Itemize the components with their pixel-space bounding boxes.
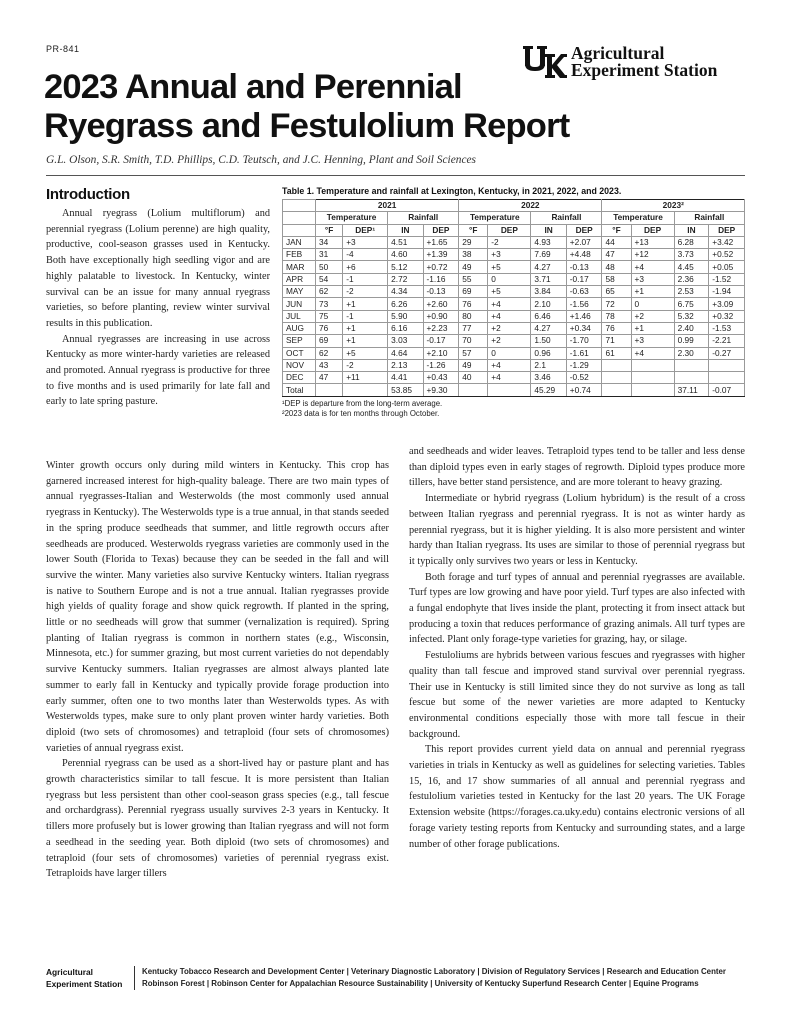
- table-cell: +5: [488, 261, 531, 273]
- table-cell: -1.53: [709, 322, 745, 334]
- table-row: [283, 322, 745, 334]
- table-cell: +3: [631, 273, 674, 285]
- table-cell: 5.90: [388, 310, 423, 322]
- table-cell: 4.34: [388, 286, 423, 298]
- table-cell: -0.27: [709, 347, 745, 359]
- table-cell: [631, 384, 674, 396]
- group-header: Rainfall: [531, 212, 602, 224]
- table-cell: -4: [343, 249, 388, 261]
- table-cell: +1.65: [423, 236, 459, 248]
- table-cell: [709, 359, 745, 371]
- table-cell: 4.45: [674, 261, 709, 273]
- table-cell: 78: [602, 310, 631, 322]
- table-corner: [283, 224, 316, 236]
- table-cell: +3.09: [709, 298, 745, 310]
- unit-header: °F: [459, 224, 488, 236]
- table-note: ¹DEP is departure from the long-term average.: [282, 398, 443, 408]
- paragraph-text: Festuloliums are hybrids between various fescues and ryegrasses with higher quality than tall fescue and improved stand survival over perennial ryegrass. Their use in Kentucky is still limited since they do not survive as long as tall fescue but some of the newer varieties are more adapted to Kentucky environmental conditions especially those with more tall fescue in their background.: [409, 650, 745, 740]
- table-cell: +0.34: [566, 322, 602, 334]
- table-cell: [316, 384, 343, 396]
- paragraph: [409, 444, 745, 491]
- group-header: Temperature: [459, 212, 531, 224]
- table-cell: [488, 384, 531, 396]
- table-cell: +1: [343, 298, 388, 310]
- table-cell: +4: [488, 372, 531, 384]
- table-cell: +3: [488, 249, 531, 261]
- paragraph-text: and seedheads and wider leaves. Tetraploid types tend to be taller and less dense than diploid types even in early stages of regrowth. Diploid types produce more tillers, have better stand persistence, and are more tolerant to heavy grazing.: [409, 446, 745, 489]
- table-cell: 54: [316, 273, 343, 285]
- row-label: JUN: [283, 298, 316, 310]
- table-cell: +9.30: [423, 384, 459, 396]
- group-header: Rainfall: [674, 212, 744, 224]
- table-cell: 76: [459, 298, 488, 310]
- table-cell: +4: [631, 347, 674, 359]
- table-title: Table 1. Temperature and rainfall at Lexington, Kentucky, in 2021, 2022, and 2023.: [282, 186, 622, 196]
- table-cell: 80: [459, 310, 488, 322]
- row-label: FEB: [283, 249, 316, 261]
- table-cell: +0.05: [709, 261, 745, 273]
- table-cell: 45.29: [531, 384, 566, 396]
- unit-header: DEP: [709, 224, 745, 236]
- row-label: MAR: [283, 261, 316, 273]
- table-cell: +1: [631, 322, 674, 334]
- footer-brand-line-2: Experiment Station: [46, 979, 123, 989]
- paragraph-text: Annual ryegrass (Lolium multiflorum) and perennial ryegrass (Lolium perenne) are high quality, productive, cool-season grasses used in Kentucky. Both have exceptionally high seedling vigor and are highly palatable to livestock. In Kentucky, winter survival can be an issue for many annual ryegrass varieties, so before planting, review winter survival results in this publication.: [46, 208, 270, 329]
- footer-divider: [134, 966, 135, 990]
- year-header: 2022: [459, 200, 602, 212]
- group-header: Temperature: [602, 212, 674, 224]
- table-cell: 4.27: [531, 322, 566, 334]
- table-cell: +1.39: [423, 249, 459, 261]
- table-cell: 2.30: [674, 347, 709, 359]
- table-cell: 29: [459, 236, 488, 248]
- table-cell: 57: [459, 347, 488, 359]
- table-cell: +12: [631, 249, 674, 261]
- table-cell: +3: [631, 335, 674, 347]
- row-label: JUL: [283, 310, 316, 322]
- unit-header: DEP: [488, 224, 531, 236]
- table-cell: 72: [602, 298, 631, 310]
- table-cell: -1.56: [566, 298, 602, 310]
- table-cell: 2.36: [674, 273, 709, 285]
- table-cell: +3: [343, 236, 388, 248]
- table-cell: [602, 359, 631, 371]
- table-cell: 0.99: [674, 335, 709, 347]
- table-cell: +2: [488, 335, 531, 347]
- table-cell: [674, 372, 709, 384]
- table-cell: 7.69: [531, 249, 566, 261]
- paragraph-text: Annual ryegrasses are increasing in use across Kentucky as more winter-hardy varieties are released and promoted. Annual ryegrass is productive for three to five months and is used primarily for late fall and early to late spring pasture.: [46, 333, 270, 408]
- paragraph: [46, 332, 270, 411]
- row-label: NOV: [283, 359, 316, 371]
- table-cell: +2.23: [423, 322, 459, 334]
- table-cell: [343, 384, 388, 396]
- table-cell: +2: [631, 310, 674, 322]
- paragraph-text: Both forage and turf types of annual and perennial ryegrasses are available. Turf types are low growing and have poor yield. Turf types are also infected with a fungal endophyte that lives inside the plant, protecting it from insect attack but producing a toxin that reduces performance of grazing animals. All turf types are infected. Plant only forage-type varieties for grazing, hay, or silage.: [409, 571, 745, 646]
- table-cell: +0.72: [423, 261, 459, 273]
- table-cell: -0.63: [566, 286, 602, 298]
- table-cell: [459, 384, 488, 396]
- table-row: [283, 286, 745, 298]
- table-row: [283, 236, 745, 248]
- table-cell: +2.07: [566, 236, 602, 248]
- table-cell: +1.46: [566, 310, 602, 322]
- row-label: MAY: [283, 286, 316, 298]
- title-line-2: Ryegrass and Festulolium Report: [44, 107, 570, 145]
- table-cell: 75: [316, 310, 343, 322]
- right-column: [409, 444, 745, 852]
- table-cell: -1.29: [566, 359, 602, 371]
- table-cell: 2.1: [531, 359, 566, 371]
- table-cell: +13: [631, 236, 674, 248]
- table-cell: 0: [488, 347, 531, 359]
- table-cell: +3.42: [709, 236, 745, 248]
- table-cell: +0.52: [709, 249, 745, 261]
- table-cell: -2: [488, 236, 531, 248]
- footer-units-line-1: Kentucky Tobacco Research and Development Center | Veterinary Diagnostic Laboratory | Division of Regulatory Services | Research and Education Center: [142, 967, 726, 976]
- paragraph: [46, 756, 389, 882]
- table-cell: +1: [343, 335, 388, 347]
- table-cell: 76: [316, 322, 343, 334]
- table-row: [283, 261, 745, 273]
- table-cell: 49: [459, 261, 488, 273]
- report-title: [44, 68, 569, 146]
- table-cell: 62: [316, 286, 343, 298]
- table-cell: [602, 384, 631, 396]
- table-cell: -2: [343, 359, 388, 371]
- table-cell: +4: [488, 310, 531, 322]
- table-cell: 4.64: [388, 347, 423, 359]
- table-cell: 49: [459, 359, 488, 371]
- paragraph: [409, 570, 745, 649]
- unit-header: IN: [531, 224, 566, 236]
- unit-header: IN: [388, 224, 423, 236]
- logo-line-2: Experiment Station: [571, 60, 718, 80]
- footer-units-line-2: Robinson Forest | Robinson Center for Appalachian Resource Sustainability | University of Kentucky Superfund Research Center | Equine Programs: [142, 979, 699, 988]
- table-cell: 0.96: [531, 347, 566, 359]
- table-cell: -1.70: [566, 335, 602, 347]
- title-line-1: 2023 Annual and Perennial: [44, 68, 462, 106]
- table-cell: 37.11: [674, 384, 709, 396]
- table-cell: [631, 359, 674, 371]
- table-cell: 4.27: [531, 261, 566, 273]
- table-cell: 70: [459, 335, 488, 347]
- table-cell: 4.60: [388, 249, 423, 261]
- row-label: Total: [283, 384, 316, 396]
- table-cell: +4.48: [566, 249, 602, 261]
- table-cell: 3.71: [531, 273, 566, 285]
- table-cell: 62: [316, 347, 343, 359]
- table-row: [283, 273, 745, 285]
- table-cell: 6.28: [674, 236, 709, 248]
- footer-units: [142, 966, 752, 990]
- table-cell: +0.43: [423, 372, 459, 384]
- table-cell: 53.85: [388, 384, 423, 396]
- row-label: APR: [283, 273, 316, 285]
- table-cell: 2.10: [531, 298, 566, 310]
- table-cell: 3.03: [388, 335, 423, 347]
- unit-header: DEP: [631, 224, 674, 236]
- table-cell: [631, 372, 674, 384]
- table-cell: 6.75: [674, 298, 709, 310]
- table-cell: 0: [488, 273, 531, 285]
- table-cell: +0.74: [566, 384, 602, 396]
- table-cell: +4: [488, 298, 531, 310]
- paragraph-text: Intermediate or hybrid ryegrass (Lolium hybridum) is the result of a cross between Italian ryegrass and perennial ryegrass. It is not as winter hardy as perennial ryegrass, but it is higher yielding. It is also more persistent and winter hardy than Italian ryegrass. Its uses are similar to those of perennial ryegrass but it typically only survives two years or less in Kentucky.: [409, 493, 745, 567]
- unit-header: °F: [602, 224, 631, 236]
- row-label: DEC: [283, 372, 316, 384]
- weather-table: [282, 199, 745, 397]
- table-cell: -1.94: [709, 286, 745, 298]
- row-label: SEP: [283, 335, 316, 347]
- year-header: 2023²: [602, 200, 745, 212]
- table-cell: 6.46: [531, 310, 566, 322]
- table-cell: -1: [343, 310, 388, 322]
- table-cell: -1.16: [423, 273, 459, 285]
- paragraph-text: Winter growth occurs only during mild winters in Kentucky. This crop has garnered increased interest for high-quality baleage. There are two main types of annual ryegrasses-Italian and Westerwolds (the most commonly used annual ryegrass in Kentucky). The Westerwolds type is a true annual, in that stands seeded in the spring produce seedheads that summer, and little regrowth occurs after seedheads are produced. Westerwolds ryegrass varieties are commonly used in the lower South (Florida to Texas) because they can be seeded in the fall and will survive the winter. Many varieties also survive Kentucky winters. Italian ryegrass is native to Southern Europe and is not a true annual. Italian ryegrasses provide high yields of quality forage and show quick regrowth. If planted in the spring, little or no seedheads will grow that summer (vernalization is required). Spring planting of Italian ryegrass is common in northern states (e.g., Wisconsin, Minnesota, etc.) for summer grazing, but most current varieties do not dependably survive Kentucky summers. Italian ryegrasses are almost always planted late summer to early fall in Kentucky and typically provide forage production into early summer, often one to two months later than Westerwolds types. As with Westerwolds types, make sure to only plant proven winter hardy varieties. Both diploid (two sets of chromosomes) and tetraploid (four sets of chromosomes) varieties of annual ryegrass exist.: [46, 460, 389, 754]
- intro-column-narrow: [46, 206, 270, 410]
- table-cell: 4.51: [388, 236, 423, 248]
- table-cell: 3.46: [531, 372, 566, 384]
- table-cell: +4: [631, 261, 674, 273]
- table-cell: 2.40: [674, 322, 709, 334]
- table-cell: 58: [602, 273, 631, 285]
- table-cell: 3.84: [531, 286, 566, 298]
- unit-header: DEP: [423, 224, 459, 236]
- unit-header: DEP¹: [343, 224, 388, 236]
- table-cell: 47: [602, 249, 631, 261]
- table-cell: 1.50: [531, 335, 566, 347]
- table-cell: 48: [602, 261, 631, 273]
- table-cell: -1.61: [566, 347, 602, 359]
- table-cell: +5: [343, 347, 388, 359]
- table-cell: 4.93: [531, 236, 566, 248]
- table-cell: -0.07: [709, 384, 745, 396]
- table-cell: 65: [602, 286, 631, 298]
- table-cell: -0.13: [423, 286, 459, 298]
- unit-header: °F: [316, 224, 343, 236]
- table-cell: +2.10: [423, 347, 459, 359]
- unit-header: DEP: [566, 224, 602, 236]
- table-cell: 5.32: [674, 310, 709, 322]
- table-row: [283, 298, 745, 310]
- table-cell: +0.32: [709, 310, 745, 322]
- table-cell: 31: [316, 249, 343, 261]
- group-header: Temperature: [316, 212, 388, 224]
- table-cell: +5: [488, 286, 531, 298]
- paragraph: [46, 458, 389, 756]
- footer-brand: [46, 966, 122, 990]
- paragraph: [46, 206, 270, 332]
- table-cell: 5.12: [388, 261, 423, 273]
- table-corner: [283, 212, 316, 224]
- row-label: JAN: [283, 236, 316, 248]
- logo-line-1: Agricultural: [571, 43, 665, 63]
- table-cell: 71: [602, 335, 631, 347]
- unit-header: IN: [674, 224, 709, 236]
- table-cell: 2.53: [674, 286, 709, 298]
- table-cell: 4.41: [388, 372, 423, 384]
- paragraph-text: Perennial ryegrass can be used as a short-lived hay or pasture plant and has growth characteristics similar to tall fescue. It is more persistent than Italian ryegrass but less persistent than other cool-season grass species (e.g., tall fescue and orchardgrass). Perennial ryegrass usually survives 2-3 years in Kentucky. It tillers more profusely but is lower growing than Italian ryegrass and will not form a seedhead in the seeding year. Both diploid (two sets of chromosomes) and tetraploid (four sets of chromosomes) varieties of perennial ryegrass exist. Tetraploids have larger tillers: [46, 758, 389, 880]
- table-cell: +2.60: [423, 298, 459, 310]
- table-cell: +2: [488, 322, 531, 334]
- table-cell: +6: [343, 261, 388, 273]
- table-cell: 50: [316, 261, 343, 273]
- table-cell: +1: [343, 322, 388, 334]
- table-row: [283, 249, 745, 261]
- table-cell: 40: [459, 372, 488, 384]
- table-row: [283, 335, 745, 347]
- table-cell: 34: [316, 236, 343, 248]
- table-cell: -0.17: [566, 273, 602, 285]
- weather-table-block: [282, 186, 745, 419]
- unit-header-row: [283, 224, 745, 236]
- table-note: ²2023 data is for ten months through October.: [282, 408, 440, 418]
- table-cell: [674, 359, 709, 371]
- table-cell: -2: [343, 286, 388, 298]
- table-row: [283, 384, 745, 396]
- authors: G.L. Olson, S.R. Smith, T.D. Phillips, C.D. Teutsch, and J.C. Henning, Plant and Soil Sciences: [46, 154, 476, 166]
- table-cell: +0.90: [423, 310, 459, 322]
- table-notes: [282, 399, 745, 419]
- table-corner: [283, 200, 316, 212]
- paragraph-text: This report provides current yield data on annual and perennial ryegrass varieties in trials in Kentucky as well as guidelines for selecting varieties. Tables 15, 16, and 17 show summaries of all annual and perennial ryegrass and festulolium varieties tested in Kentucky for the last 20 years. The UK Forage Extension website (https://forages.ca.uky.edu) contains electronic versions of all forage variety testing reports from Kentucky and surrounding states, and a large number of other forage publications.: [409, 744, 745, 850]
- group-header: Rainfall: [388, 212, 459, 224]
- table-cell: 77: [459, 322, 488, 334]
- year-header: 2021: [316, 200, 459, 212]
- header-divider: [46, 175, 745, 176]
- table-cell: 55: [459, 273, 488, 285]
- table-row: [283, 372, 745, 384]
- table-cell: -0.13: [566, 261, 602, 273]
- table-cell: [709, 372, 745, 384]
- table-row: [283, 310, 745, 322]
- report-id: PR-841: [46, 44, 80, 54]
- table-cell: 69: [316, 335, 343, 347]
- table-cell: -1.26: [423, 359, 459, 371]
- table-cell: 6.26: [388, 298, 423, 310]
- table-cell: 61: [602, 347, 631, 359]
- table-body: [283, 236, 745, 396]
- table-cell: -1: [343, 273, 388, 285]
- table-row: [283, 359, 745, 371]
- logo-text: [571, 45, 717, 79]
- table-cell: 0: [631, 298, 674, 310]
- table-cell: [602, 372, 631, 384]
- table-cell: 73: [316, 298, 343, 310]
- table-cell: 69: [459, 286, 488, 298]
- table-cell: 3.73: [674, 249, 709, 261]
- paragraph: [409, 491, 745, 570]
- table-cell: 43: [316, 359, 343, 371]
- footer-brand-line-1: Agricultural: [46, 967, 93, 977]
- table-cell: 2.13: [388, 359, 423, 371]
- table-cell: 44: [602, 236, 631, 248]
- table-cell: 38: [459, 249, 488, 261]
- table-cell: -2.21: [709, 335, 745, 347]
- table-cell: -0.17: [423, 335, 459, 347]
- row-label: OCT: [283, 347, 316, 359]
- table-cell: +4: [488, 359, 531, 371]
- section-heading: Introduction: [46, 186, 130, 203]
- paragraph: [409, 648, 745, 742]
- table-cell: 6.16: [388, 322, 423, 334]
- table-cell: 2.72: [388, 273, 423, 285]
- left-column: [46, 458, 389, 882]
- table-cell: +1: [631, 286, 674, 298]
- row-label: AUG: [283, 322, 316, 334]
- table-cell: -0.52: [566, 372, 602, 384]
- table-cell: -1.52: [709, 273, 745, 285]
- table-cell: +11: [343, 372, 388, 384]
- table-cell: 76: [602, 322, 631, 334]
- table-row: [283, 347, 745, 359]
- table-cell: 47: [316, 372, 343, 384]
- paragraph: [409, 742, 745, 852]
